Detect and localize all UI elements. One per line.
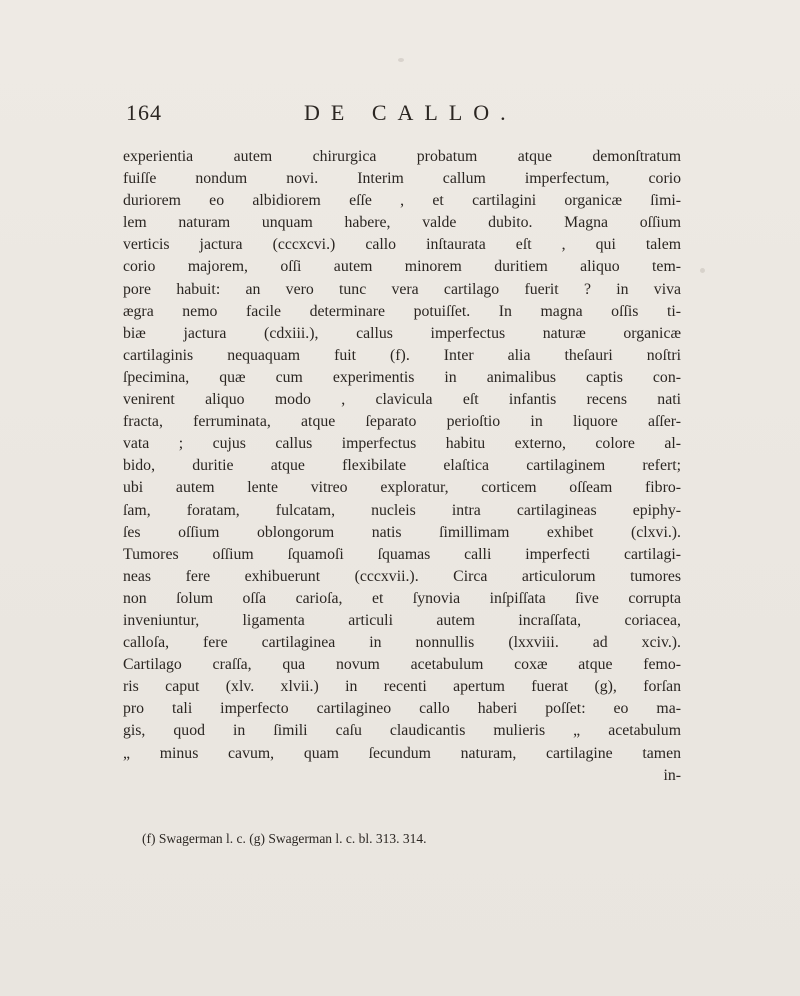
text-line: ſes oſſium oblongorum natis ſimillimam exhibet (clxvi.). <box>123 523 681 541</box>
text-line: lem naturam unquam habere, valde dubito. Magna oſſium <box>123 214 681 232</box>
text-line: „ minus cavum, quam ſecundum naturam, cartilagine tamen <box>123 744 681 762</box>
body-text <box>123 146 681 787</box>
text-line: bido, duritie atque flexibilate elaſtica cartilaginem refert; <box>123 457 681 475</box>
text-line: corio majorem, oſſi autem minorem duritiem aliquo tem- <box>123 258 681 276</box>
running-title: DE CALLO. <box>304 100 517 125</box>
text-line: verticis jactura (cccxcvi.) callo inſtaurata eſt , qui talem <box>123 236 681 254</box>
text-line: calloſa, fere cartilaginea in nonnullis (lxxviii. ad xciv.). <box>123 634 681 652</box>
text-line: neas fere exhibuerunt (cccxvii.). Circa articulorum tumores <box>123 567 681 585</box>
footnotes <box>142 830 682 848</box>
text-line: ſpecimina, quæ cum experimentis in animalibus captis con- <box>123 368 681 386</box>
text-line: experientia autem chirurgica probatum atque demonſtratum <box>123 148 681 165</box>
text-line: pro tali imperfecto cartilagineo callo haberi poſſet: eo ma- <box>123 700 681 718</box>
text-line: fuiſſe nondum novi. Interim callum imperfectum, corio <box>123 170 681 188</box>
text-line: non ſolum oſſa carioſa, et ſynovia inſpiſſata ſive corrupta <box>123 589 681 607</box>
text-line: vata ; cujus callus imperfectus habitu externo, colore al- <box>123 435 681 453</box>
text-line: Tumores oſſium ſquamoſi ſquamas calli imperfecti cartilagi- <box>123 545 681 563</box>
text-line: venirent aliquo modo , clavicula eſt infantis recens nati <box>123 391 681 409</box>
text-line: ægra nemo facile determinare potuiſſet. In magna oſſis ti- <box>123 302 681 320</box>
page-header <box>126 100 666 140</box>
text-line: biæ jactura (cdxiii.), callus imperfectus naturæ organicæ <box>123 324 681 342</box>
text-line: ris caput (xlv. xlvii.) in recenti apertum fuerat (g), forſan <box>123 678 681 696</box>
text-line: cartilaginis nequaquam fuit (f). Inter alia theſauri noſtri <box>123 346 681 364</box>
text-line: pore habuit: an vero tunc vera cartilago fuerit ? in viva <box>123 280 681 298</box>
text-line: fracta, ferruminata, atque ſeparato perioſtio in liquore aſſer- <box>123 413 681 431</box>
text-line: ſam, foratam, fulcatam, nucleis intra cartilagineas epiphy- <box>123 501 681 519</box>
text-line: gis, quod in ſimili caſu claudicantis mulieris „ acetabulum <box>123 722 681 740</box>
ink-spot <box>700 268 705 273</box>
text-line: inveniuntur, ligamenta articuli autem incraſſata, coriacea, <box>123 611 681 629</box>
footnote: (f) Swagerman l. c. (g) Swagerman l. c. bl. 313. 314. <box>142 831 427 846</box>
catchword: in- <box>663 766 681 784</box>
page-number: 164 <box>126 100 162 125</box>
text-line: duriorem eo albidiorem eſſe , et cartilagini organicæ ſimi- <box>123 192 681 210</box>
text-line: ubi autem lente vitreo exploratur, corticem oſſeam fibro- <box>123 479 681 497</box>
text-line: Cartilago craſſa, qua novum acetabulum coxæ atque femo- <box>123 656 681 674</box>
ink-spot <box>398 58 404 62</box>
